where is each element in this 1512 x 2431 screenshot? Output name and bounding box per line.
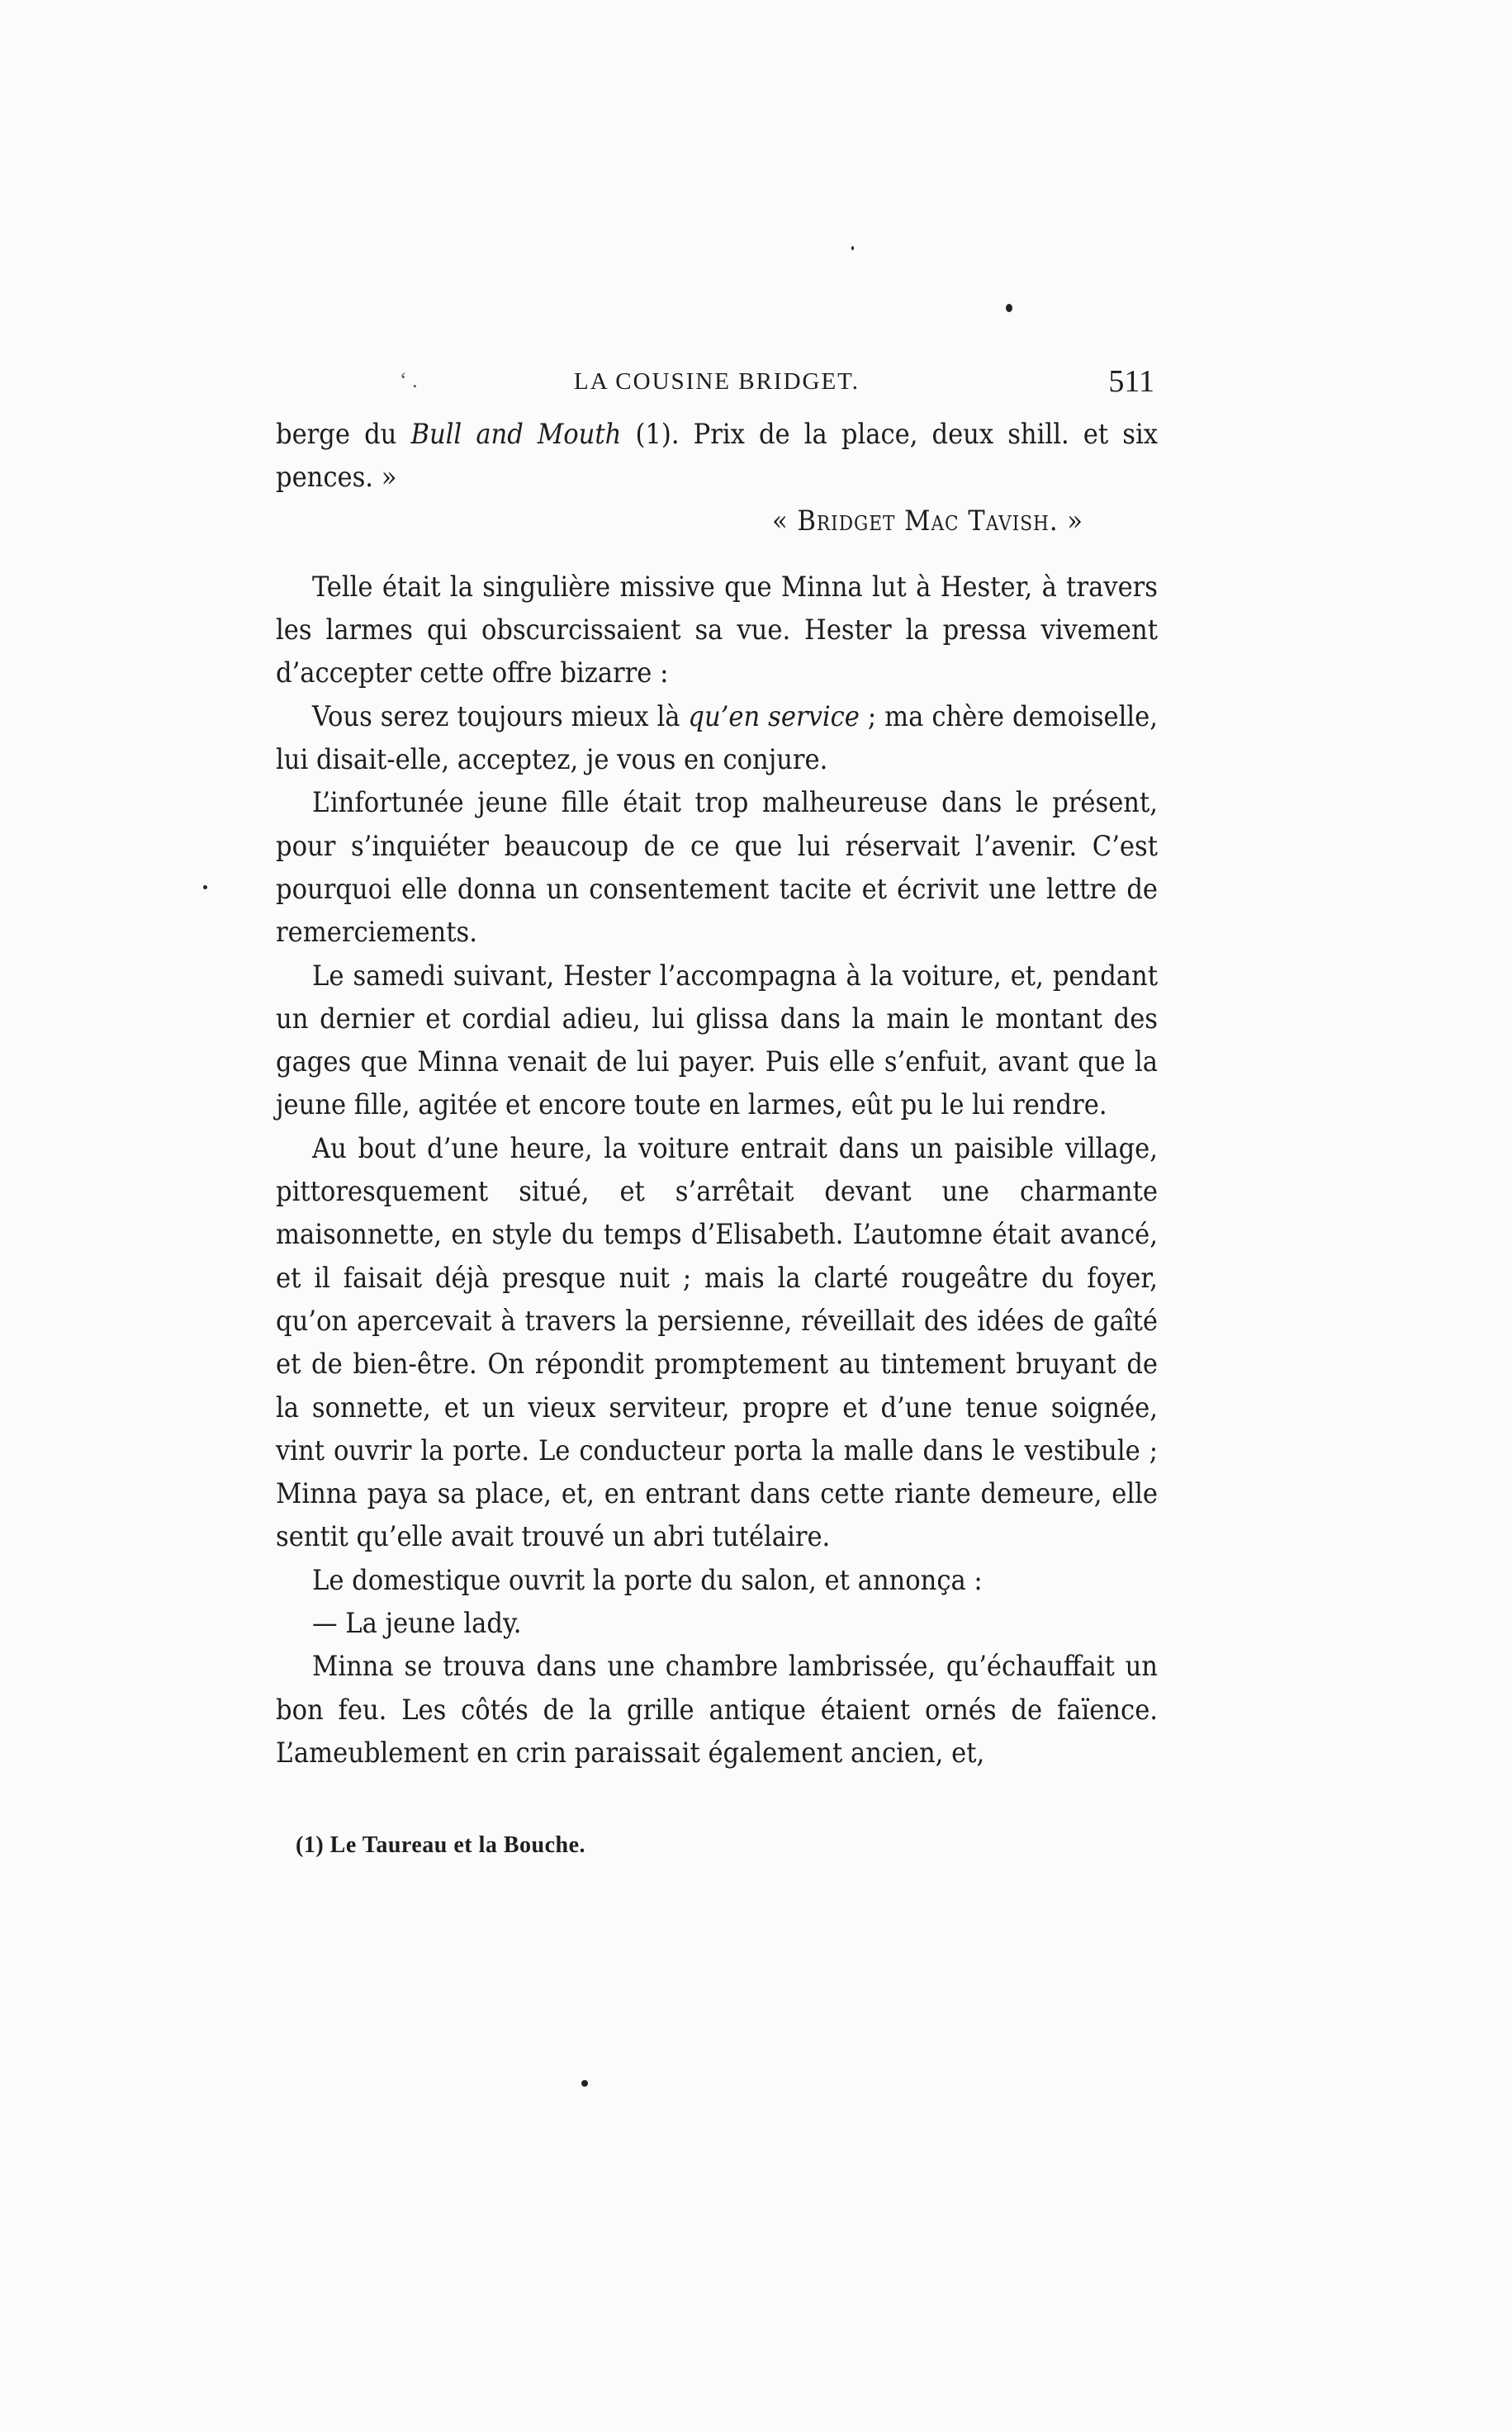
paragraph: Vous serez toujours mieux là qu’en service ; ma chère demoiselle, lui disait-elle, acceptez, je vous en conjure. [276, 699, 1158, 777]
footnote [276, 1832, 1158, 1859]
paragraph: L’infortunée jeune fille était trop malheureuse dans le présent, pour s’inquiéter beaucoup de ce que lui réservait l’avenir. C’est pourquoi elle donna un consentement tacite et écrivit une lettre de remerciements. [276, 786, 1158, 950]
ink-speck [851, 246, 854, 250]
page-number: 511 [1108, 364, 1154, 399]
running-head [276, 363, 1158, 413]
running-head-title: LA COUSINE BRIDGET. [574, 368, 860, 395]
paragraph: Telle était la singulière missive que Minna lut à Hester, à travers les larmes qui obscurcissaient sa vue. Hester la pressa vivement d’accepter cette offre bizarre : [276, 570, 1158, 690]
paragraph: Le domestique ouvrit la porte du salon, et annonça : [312, 1563, 983, 1597]
paragraph-letter-end: berge du Bull and Mouth (1). Prix de la place, deux shill. et six pences. » [276, 418, 1159, 495]
paragraph: Au bout d’une heure, la voiture entrait dans un paisible village, pittoresquement situé, et s’arrêtait devant une charmante maisonnette, en style du temps d’Elisabeth. L’automne était avancé, et il faisait déjà presque nuit ; mais la clarté rougeâtre du foyer, qu’on apercevait à travers la persienne, réveillait des idées de gaîté et de bien-être. On répondit promptement au tintement bruyant de la sonnette, et un vieux serviteur, propre et d’une tenue soignée, vint ouvrir la porte. Le conducteur porta la malle dans le vestibule ; Minna paya sa place, et, en entrant dans cette riante demeure, elle sentit qu’elle avait trouvé un abri tutélaire. [276, 1131, 1158, 1554]
footnote-marker: (1) [296, 1832, 325, 1859]
body-text [276, 413, 1158, 1775]
footnote-spacer [276, 1775, 1158, 1832]
page-block [276, 363, 1158, 1859]
paragraph: Minna se trouva dans une chambre lambrissée, qu’échauffait un bon feu. Les côtés de la grille antique étaient ornés de faïence. L’ameublement en crin paraissait également ancien, et, [276, 1650, 1158, 1770]
footnote-text: Le Taureau et la Bouche. [329, 1832, 586, 1859]
italic-bull-and-mouth: Bull and Mouth [410, 418, 622, 451]
dialogue-line: — La jeune lady. [312, 1607, 522, 1641]
italic-quen-service: qu’en service [688, 699, 860, 733]
ink-speck [1006, 304, 1012, 312]
ink-speck [203, 885, 207, 889]
paragraph: Le samedi suivant, Hester l’accompagna à la voiture, et, pendant un dernier et cordial adieu, lui glissa dans la main le montant des gages que Minna venait de lui payer. Puis elle s’enfuit, avant que la jeune fille, agitée et encore toute en larmes, eût pu le lui rendre. [276, 959, 1158, 1122]
letter-signature: « Bridget Mac Tavish. » [772, 504, 1083, 538]
ink-speck [581, 2080, 588, 2087]
running-head-marks: ʻ . [400, 368, 418, 392]
